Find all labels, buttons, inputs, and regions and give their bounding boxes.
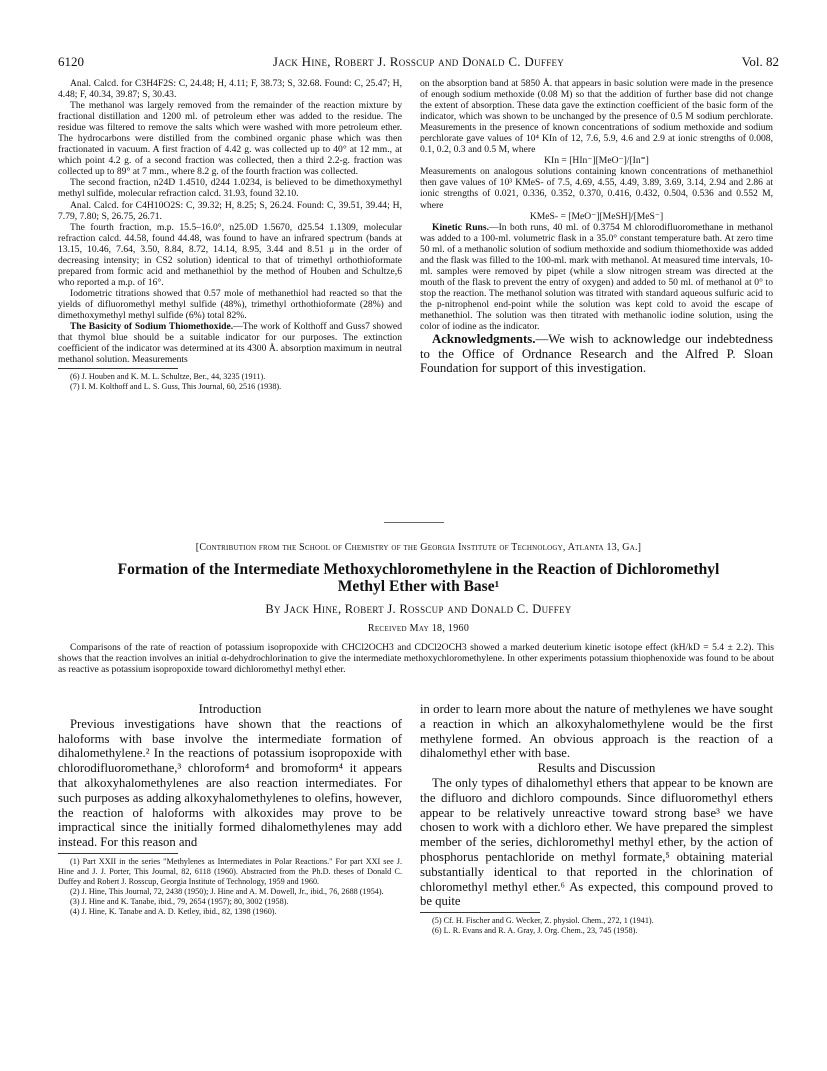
footnote-6: (6) J. Houben and K. M. L. Schultze, Ber., 44, 3235 (1911). (70, 372, 266, 382)
basicity-heading: The Basicity of Sodium Thiomethoxide. (70, 321, 234, 333)
basicity-paragraph (58, 321, 402, 365)
acknowledgments-text: —We wish to acknowledge our indebtedness to the Office of Ordnance Research and the Alfred P. Sloan Foundation for support of this investigation. (420, 332, 773, 376)
contribution-line: [Contribution from the School of Chemistry of the Georgia Institute of Technology, Atlanta 13, Ga.] (195, 542, 642, 553)
equation-kin: KIn = [HIn⁻][MeO⁻]/[In⁼] (544, 155, 649, 167)
methanethiol-paragraph: Measurements on analogous solutions containing known concentrations of methanethiol then gave values of 10³ KMeS- of 7.5, 4.69, 4.55, 4.49, 3.89, 3.69, 3.14, 2.94 and 2.86 at ionic strengths of 0.021, 0.336, 0.352, 0.370, 0.416, 0.432, 0.504, 0.536 and 0.552 M, where (420, 166, 773, 211)
article-title: Formation of the Intermediate Methoxychloromethylene in the Reaction of Dichloromethyl Methyl Ether with Base¹ (117, 561, 720, 595)
distillation-paragraph: The methanol was largely removed from the remainder of the reaction mixture by fractional distillation and 1200 ml. of petroleum ether was added to the residue. The residue was filtered to remove the salts which were washed with more petroleum ether. The hydrocarbons were distilled from the combined organic phase which was then fractionated in vacuum. A first fraction of 4.42 g. was collected up to 40° at 12 mm., at which point 4.2 g. of a second fraction was collected, then a third 2.2-g. fraction was collected up to 89° at 7 mm., where 8.2 g. of the fourth fraction was collected. (58, 100, 402, 178)
footnote-rule (58, 853, 178, 854)
volume-label: Vol. 82 (741, 54, 779, 69)
footnote-rule (58, 368, 178, 369)
footnote-6-bottom: (6) L. R. Evans and R. A. Gray, J. Org. Chem., 23, 745 (1958). (432, 926, 638, 936)
footnote-rule (420, 912, 540, 913)
top-right-column (420, 78, 773, 376)
introduction-heading: Introduction (198, 702, 262, 716)
analysis-paragraph-2: Anal. Calcd. for C4H10O2S: C, 39.32; H, 8.25; S, 26.24. Found: C, 39.51, 39.44; H, 7.79, 7.80; S, 26.75, 26.71. (58, 199, 402, 222)
basicity-text: —The work of Kolthoff and Guss7 showed that thymol blue should be a suitable indicator for our purposes. The extinction coefficient of the indicator was determined at its 4300 Å. absorption maximum in neutral methanol solution. Measurements (58, 321, 402, 366)
article-authors: By Jack Hine, Robert J. Rosscup and Donald C. Duffey (265, 602, 572, 616)
results-heading: Results and Discussion (537, 761, 656, 776)
article-abstract: Comparisons of the rate of reaction of potassium isopropoxide with CHCl2OCH3 and CDCl2OCH3 showed a marked deuterium kinetic isotope effect (kH/kD = 5.4 ± 2.2). This shows that the reaction involves an initial α-dehydrochlorination to give the intermediate methoxychloromethylene. In other experiments potassium thiophenoxide was found to be about as reactive as potassium isopropoxide toward dichloromethyl methyl ether. (58, 642, 774, 675)
running-title: Jack Hine, Robert J. Rosscup and Donald C. Duffey (272, 54, 565, 69)
bottom-left-column (58, 702, 402, 917)
fourth-fraction-paragraph: The fourth fraction, m.p. 15.5–16.0°, n25.0D 1.5670, d25.54 1.1309, molecular refraction calcd. 44.58, found 44.48, was found to have an infrared spectrum (bands at 13.15, 10.46, 7.64, 3.50, 8.84, 8.72, 14.14, 8.95, 3.44 and 8.51 μ in the order of decreasing intensity; in CS2 solution) identical to that of trimethyl orthothioformate prepared from formic acid and methanethiol by the method of Houben and Schultze,6 who reported a m.p. of 16°. (58, 221, 402, 288)
bottom-right-column (420, 702, 773, 936)
page-number: 6120 (58, 54, 84, 69)
kinetic-runs-heading: Kinetic Runs. (432, 221, 490, 233)
iodometric-paragraph: Iodometric titrations showed that 0.57 mole of methanethiol had reacted so that the yields of difluoromethyl methyl sulfide (48%), trimethyl orthothioformate (28%) and dimethoxymethyl methyl sulfide (6%) total 82%. (58, 287, 402, 321)
methylene-paragraph: in order to learn more about the nature of methylenes we have sought a reaction in which an alkoxyhalomethylene would be the first methylene formed. An obvious approach is the reaction of a dihalomethyl ether with base. (420, 702, 773, 761)
footnote-5: (5) Cf. H. Fischer and G. Wecker, Z. physiol. Chem., 272, 1 (1941). (432, 916, 654, 926)
equation-kmes: KMeS- = [MeO⁻][MeSH]/[MeS⁻] (529, 210, 664, 222)
results-paragraph: The only types of dihalomethyl ethers that appear to be known are the difluoro and dichloro compounds. Since difluoromethyl ethers appear to be relatively unreactive toward strong base³ we have chosen to work with a dichloro ether. We have prepared the simplest member of the series, dichloromethyl methyl ether, by the action of phosphorus pentachloride on methyl formate,⁵ obtaining material substantially identical to that reported in the chlorination of chloromethyl methyl ether.⁶ As expected, this compound proved to be quite (420, 775, 773, 909)
footnote-1: (1) Part XXII in the series "Methylenes as Intermediates in Polar Reactions." For part XXI see J. Hine and J. J. Porter, This Journal, 82, 6118 (1960). Abstracted from the Ph.D. theses of Donald C. Duffey and Robert J. Rosscup, Georgia Institute of Technology, 1959 and 1960. (58, 856, 402, 886)
second-fraction-paragraph: The second fraction, n24D 1.4510, d244 1.0234, is believed to be dimethoxymethyl methyl sulfide, molecular refraction calcd. 31.93, found 32.10. (58, 177, 402, 200)
footnote-4: (4) J. Hine, K. Tanabe and A. D. Ketley, ibid., 82, 1398 (1960). (70, 906, 277, 916)
running-header (58, 54, 779, 70)
kinetic-runs-paragraph (420, 222, 773, 332)
analysis-paragraph-1: Anal. Calcd. for C3H4F2S: C, 24.48; H, 4.11; F, 38.73; S, 32.68. Found: C, 25.47; H, 4.48; F, 40.34, 39.87; S, 30.43. (58, 78, 402, 101)
footnote-2: (2) J. Hine, This Journal, 72, 2438 (1950); J. Hine and A. M. Dowell, Jr., ibid., 76, 2688 (1954). (70, 886, 384, 896)
kinetic-runs-text: —In both runs, 40 ml. of 0.3754 M chlorodifluoromethane in methanol was added to a 100-ml. volumetric flask in a 35.0° constant temperature bath. At zero time 50 ml. of a methanolic solution of sodium methoxide and sodium thiomethoxide was added and the flask was filled to the 100-ml. mark with methanol. At measured time intervals, 10-ml. samples were removed by pipet (while a slow nitrogen stream was directed at the mouth of the flask to prevent the entry of oxygen) and added to 50 ml. of methanol at 0° to stop the reaction. The methanol solution was titrated with standard aqueous sulfuric acid to the p-nitrophenol end-point while the solution was kept cold to avoid the escape of methanethiol. The solution was then titrated with methanolic iodine solution, using the color of iodine as the indicator. (420, 221, 773, 333)
introduction-paragraph: Previous investigations have shown that the reactions of haloforms with base involve the intermediate formation of dihalomethylene.² In the reactions of potassium isopropoxide with chlorodifluoromethane,³ chloroform⁴ and bromoform⁴ it appears that alkoxyhalomethylenes are also reaction intermediates. For such purposes as adding alkoxyhalomethylenes to olefins, however, the reaction of haloforms with alkoxides may prove to be impractical since the initially formed dihalomethylenes may add instead. For this reason and (58, 716, 402, 850)
section-divider (384, 522, 444, 523)
top-left-column (58, 78, 402, 392)
acknowledgments-paragraph (420, 332, 773, 376)
received-date: Received May 18, 1960 (367, 623, 470, 634)
footnote-7: (7) I. M. Kolthoff and L. S. Guss, This Journal, 60, 2516 (1938). (70, 382, 282, 392)
footnote-3: (3) J. Hine and K. Tanabe, ibid., 79, 2654 (1957); 80, 3002 (1958). (70, 896, 289, 906)
absorption-paragraph: on the absorption band at 5850 Å. that appears in basic solution were made in the presence of enough sodium methoxide (0.08 M) so that the addition of further base did not change the extent of absorption. These data gave the extinction coefficient of the basic form of the indicator, which was shown to be unchanged by the presence of 0.5 M sodium perchlorate. Measurements in the presence of known concentrations of sodium methoxide and sodium perchlorate gave values of 10⁴ KIn of 12, 7.6, 5.9, 4.6 and 2.9 at ionic strengths of 0.008, 0.1, 0.2, 0.3 and 0.5 M, where (420, 78, 773, 156)
acknowledgments-heading: Acknowledgments. (432, 332, 536, 347)
